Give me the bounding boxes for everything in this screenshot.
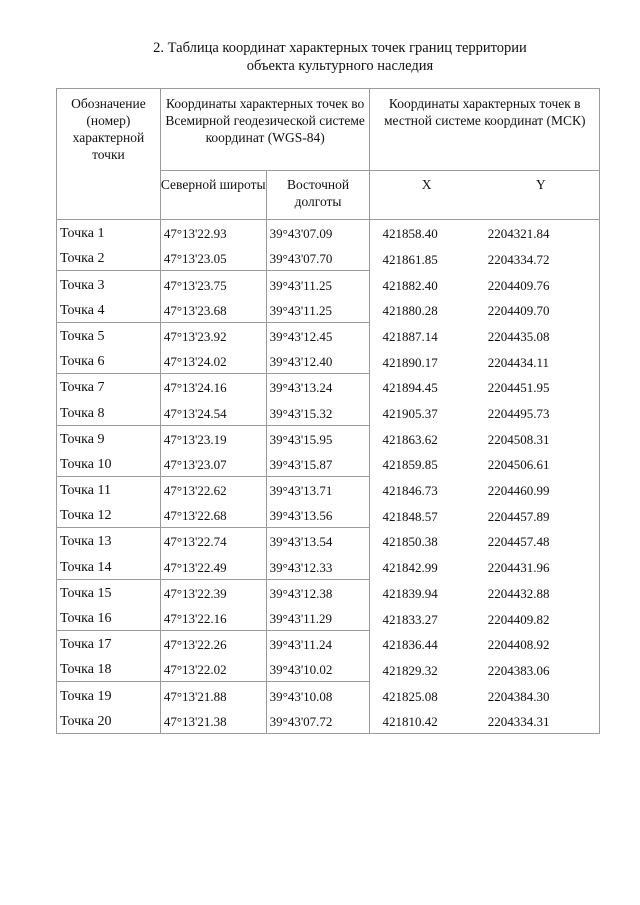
point-name-cell: Точка 12: [57, 502, 161, 528]
table-row: [57, 399, 600, 425]
y-coordinate-cell: 2204321.84: [483, 220, 600, 246]
table-row: [57, 476, 600, 502]
longitude-cell: 39°43'11.25: [266, 271, 370, 297]
longitude-cell: 39°43'15.32: [266, 399, 370, 425]
longitude-cell: 39°43'11.24: [266, 631, 370, 657]
longitude-cell: 39°43'07.72: [266, 708, 370, 734]
x-coordinate-cell: 421858.40: [382, 226, 438, 242]
table-row: [57, 553, 600, 579]
latitude-cell: 47°13'23.68: [160, 297, 266, 323]
point-name-cell: Точка 14: [57, 553, 161, 579]
latitude-cell: 47°13'22.93: [160, 220, 266, 246]
x-coordinate-cell: 421894.45: [382, 380, 438, 396]
header-y: Y: [483, 171, 600, 220]
header-east-longitude: Восточной долготы: [266, 171, 370, 220]
point-name-cell: Точка 9: [57, 425, 161, 451]
table-row: [57, 451, 600, 477]
coordinates-table-body: [57, 220, 600, 734]
x-coordinate-cell: 421880.28: [382, 303, 438, 319]
y-coordinate-cell: 2204409.82: [483, 605, 600, 631]
table-row: [57, 528, 600, 554]
y-coordinate-cell: 2204506.61: [483, 451, 600, 477]
longitude-cell: 39°43'11.25: [266, 297, 370, 323]
table-row: [57, 656, 600, 682]
longitude-cell: 39°43'12.38: [266, 579, 370, 605]
y-coordinate-cell: 2204409.76: [483, 271, 600, 297]
y-coordinate-cell: 2204451.95: [483, 374, 600, 400]
point-name-cell: Точка 20: [57, 708, 161, 734]
latitude-cell: 47°13'22.16: [160, 605, 266, 631]
y-coordinate-cell: 2204384.30: [483, 682, 600, 708]
latitude-cell: 47°13'23.19: [160, 425, 266, 451]
longitude-cell: 39°43'13.56: [266, 502, 370, 528]
y-coordinate-cell: 2204409.70: [483, 297, 600, 323]
longitude-cell: 39°43'10.08: [266, 682, 370, 708]
table-row: [57, 348, 600, 374]
y-coordinate-cell: 2204408.92: [483, 631, 600, 657]
x-coordinate-cell: 421839.94: [382, 585, 438, 601]
latitude-cell: 47°13'23.92: [160, 322, 266, 348]
y-coordinate-cell: 2204457.89: [483, 502, 600, 528]
table-row: [57, 297, 600, 323]
latitude-cell: 47°13'24.16: [160, 374, 266, 400]
longitude-cell: 39°43'07.09: [266, 220, 370, 246]
y-coordinate-cell: 2204431.96: [483, 553, 600, 579]
x-coordinate-cell: 421825.08: [382, 688, 438, 704]
point-name-cell: Точка 19: [57, 682, 161, 708]
header-north-latitude: Северной широты: [160, 171, 266, 220]
point-name-cell: Точка 15: [57, 579, 161, 605]
point-name-cell: Точка 2: [57, 245, 161, 271]
longitude-cell: 39°43'12.40: [266, 348, 370, 374]
header-x: X: [370, 171, 483, 220]
point-name-cell: Точка 17: [57, 631, 161, 657]
latitude-cell: 47°13'22.49: [160, 553, 266, 579]
table-row: [57, 245, 600, 271]
table-row: [57, 220, 600, 246]
longitude-cell: 39°43'13.24: [266, 374, 370, 400]
document-title: [0, 39, 640, 75]
y-coordinate-cell: 2204435.08: [483, 322, 600, 348]
latitude-cell: 47°13'22.26: [160, 631, 266, 657]
longitude-cell: 39°43'15.95: [266, 425, 370, 451]
y-coordinate-cell: 2204383.06: [483, 656, 600, 682]
point-name-cell: Точка 5: [57, 322, 161, 348]
table-row: [57, 605, 600, 631]
longitude-cell: 39°43'15.87: [266, 451, 370, 477]
longitude-cell: 39°43'13.54: [266, 528, 370, 554]
x-coordinate-cell: 421829.32: [382, 662, 438, 678]
point-name-cell: Точка 18: [57, 656, 161, 682]
point-name-cell: Точка 6: [57, 348, 161, 374]
table-row: [57, 425, 600, 451]
header-msk-coordinates: Координаты характерных точек в местной системе координат (МСК): [370, 89, 600, 171]
point-name-cell: Точка 4: [57, 297, 161, 323]
x-coordinate-cell: 421842.99: [382, 560, 438, 576]
x-coordinate-cell: 421848.57: [382, 508, 438, 524]
latitude-cell: 47°13'22.68: [160, 502, 266, 528]
point-name-cell: Точка 13: [57, 528, 161, 554]
x-coordinate-cell: 421850.38: [382, 534, 438, 550]
coordinates-table: [56, 88, 600, 734]
point-name-cell: Точка 7: [57, 374, 161, 400]
x-coordinate-cell: 421861.85: [382, 251, 438, 267]
longitude-cell: 39°43'07.70: [266, 245, 370, 271]
table-row: [57, 682, 600, 708]
latitude-cell: 47°13'22.39: [160, 579, 266, 605]
latitude-cell: 47°13'22.74: [160, 528, 266, 554]
table-row: [57, 502, 600, 528]
x-coordinate-cell: 421846.73: [382, 483, 438, 499]
y-coordinate-cell: 2204334.72: [483, 245, 600, 271]
longitude-cell: 39°43'11.29: [266, 605, 370, 631]
longitude-cell: 39°43'12.45: [266, 322, 370, 348]
point-name-cell: Точка 11: [57, 476, 161, 502]
table-row: [57, 631, 600, 657]
title-line-2: объекта культурного наследия: [246, 58, 434, 74]
header-wgs84-coordinates: Координаты характерных точек во Всемирной геодезической системе координат (WGS-84): [160, 89, 370, 171]
header-point-designation: Обозначение (номер) характерной точки: [57, 89, 161, 220]
x-coordinate-cell: 421836.44: [382, 637, 438, 653]
y-coordinate-cell: 2204495.73: [483, 399, 600, 425]
latitude-cell: 47°13'21.38: [160, 708, 266, 734]
title-line-1: 2. Таблица координат характерных точек границ территории: [153, 40, 527, 56]
latitude-cell: 47°13'23.07: [160, 451, 266, 477]
x-coordinate-cell: 421887.14: [382, 328, 438, 344]
point-name-cell: Точка 16: [57, 605, 161, 631]
point-name-cell: Точка 8: [57, 399, 161, 425]
y-coordinate-cell: 2204432.88: [483, 579, 600, 605]
x-coordinate-cell: 421882.40: [382, 277, 438, 293]
latitude-cell: 47°13'21.88: [160, 682, 266, 708]
x-coordinate-cell: 421859.85: [382, 457, 438, 473]
point-name-cell: Точка 1: [57, 220, 161, 246]
point-name-cell: Точка 10: [57, 451, 161, 477]
latitude-cell: 47°13'24.02: [160, 348, 266, 374]
longitude-cell: 39°43'12.33: [266, 553, 370, 579]
x-coordinate-cell: 421833.27: [382, 611, 438, 627]
latitude-cell: 47°13'22.02: [160, 656, 266, 682]
point-name-cell: Точка 3: [57, 271, 161, 297]
y-coordinate-cell: 2204460.99: [483, 476, 600, 502]
longitude-cell: 39°43'13.71: [266, 476, 370, 502]
x-coordinate-cell: 421890.17: [382, 354, 438, 370]
y-coordinate-cell: 2204434.11: [483, 348, 600, 374]
latitude-cell: 47°13'22.62: [160, 476, 266, 502]
x-coordinate-cell: 421905.37: [382, 406, 438, 421]
y-coordinate-cell: 2204457.48: [483, 528, 600, 554]
y-coordinate-cell: 2204334.31: [483, 708, 600, 734]
table-row: [57, 322, 600, 348]
x-coordinate-cell: 421810.42: [370, 708, 483, 734]
latitude-cell: 47°13'23.05: [160, 245, 266, 271]
x-coordinate-cell: 421863.62: [382, 431, 438, 447]
table-row: [57, 374, 600, 400]
table-row: [57, 579, 600, 605]
latitude-cell: 47°13'24.54: [160, 399, 266, 425]
y-coordinate-cell: 2204508.31: [483, 425, 600, 451]
table-row: [57, 708, 600, 734]
latitude-cell: 47°13'23.75: [160, 271, 266, 297]
longitude-cell: 39°43'10.02: [266, 656, 370, 682]
table-row: [57, 271, 600, 297]
